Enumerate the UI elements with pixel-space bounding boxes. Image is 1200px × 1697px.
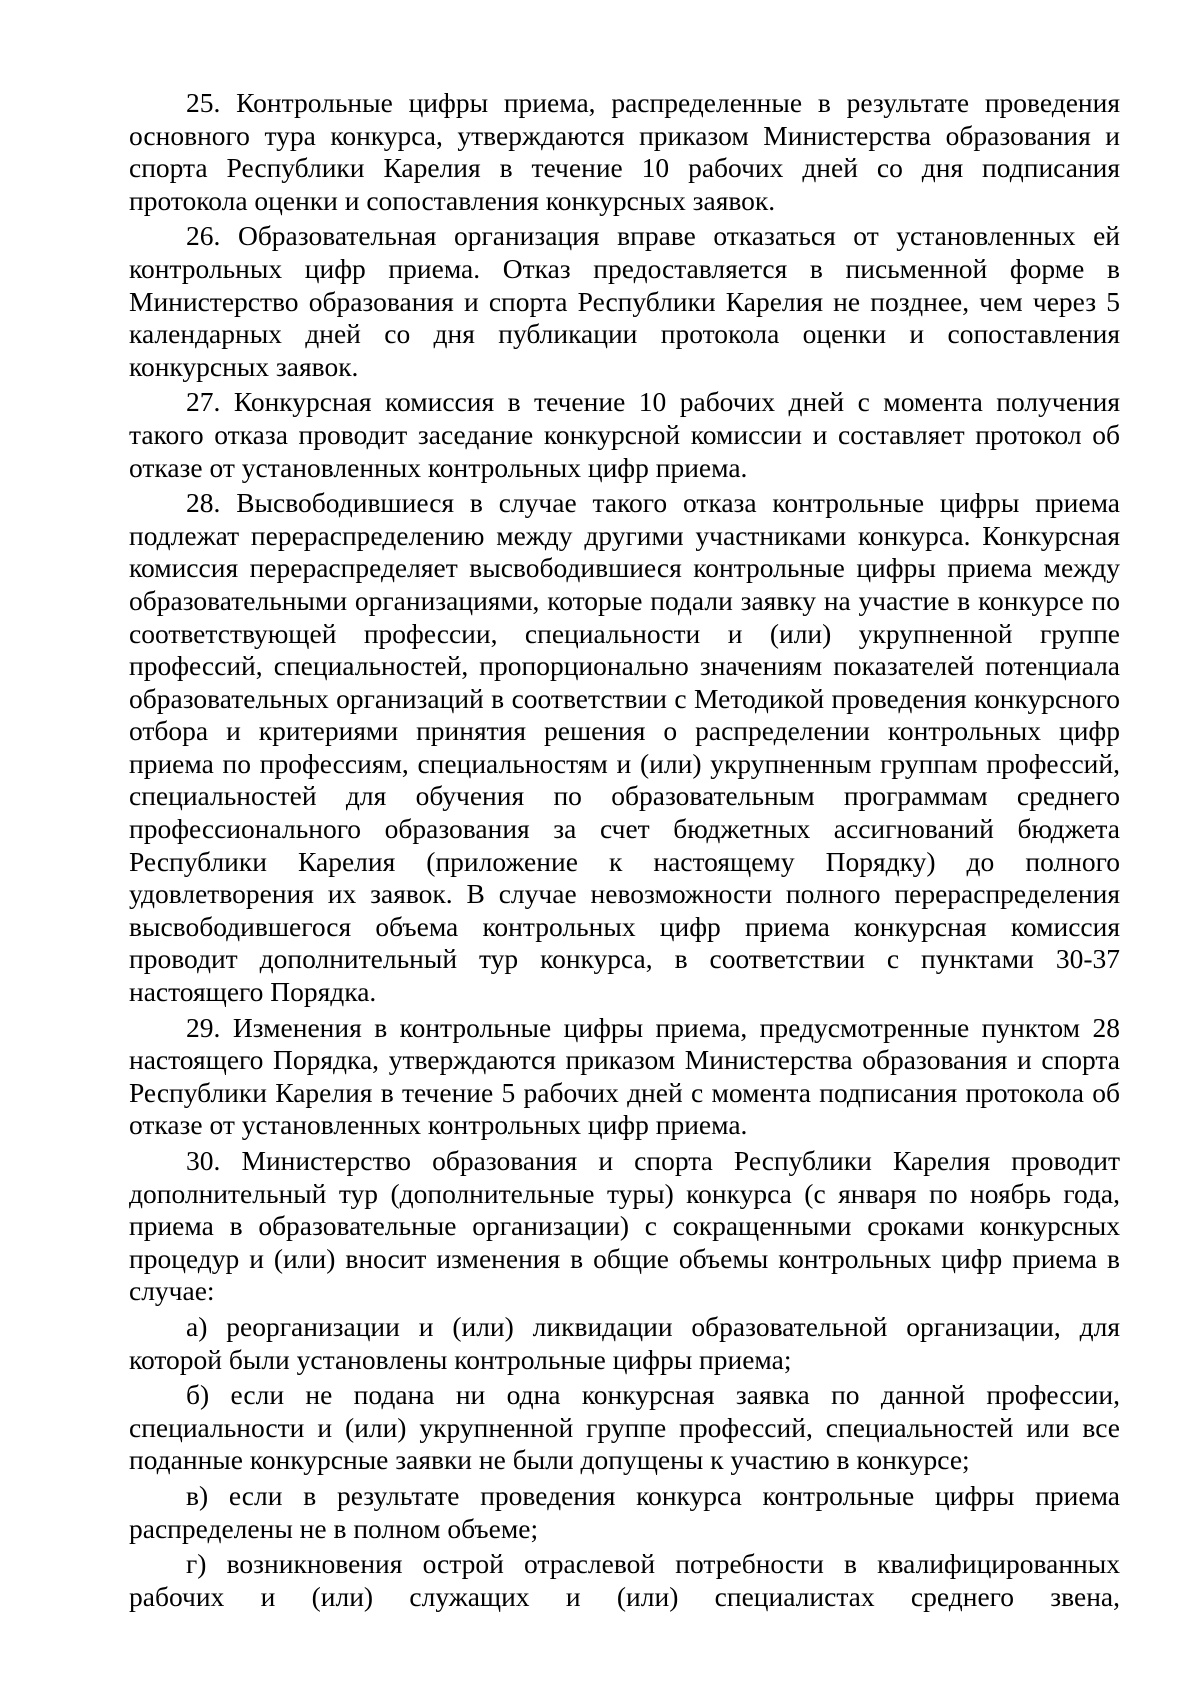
paragraph-30-item-v: в) если в результате проведения конкурса контрольные цифры приема распределены не в полном объеме; [129,1479,1120,1544]
paragraph-30: 30. Министерство образования и спорта Республики Карелия проводит дополнительный тур (дополнительные туры) конкурса (с января по ноябрь года, приема в образовательные организации) с сокращенными сроками конкурсных процедур и (или) вносит изменения в общие объемы контрольных цифр приема в случае: [129,1145,1120,1307]
paragraph-30-item-g: г) возникновения острой отраслевой потребности в квалифицированных рабочих и (или) служащих и (или) специалистах среднего звена, [129,1548,1120,1612]
paragraph-29: 29. Изменения в контрольные цифры приема, предусмотренные пунктом 28 настоящего Порядка, утверждаются приказом Министерства образования и спорта Республики Карелия в течение 5 рабочих дней с момента подписания протокола об отказе от установленных контрольных цифр приема. [129,1011,1120,1141]
paragraph-26: 26. Образовательная организация вправе отказаться от установленных ей контрольных цифр приема. Отказ предоставляется в письменной форме в Министерство образования и спорта Республики Карелия не позднее, чем через 5 календарных дней со дня публикации протокола оценки и сопоставления конкурсных заявок. [129,220,1120,382]
paragraph-28: 28. Высвободившиеся в случае такого отказа контрольные цифры приема подлежат перераспределению между другими участниками конкурса. Конкурсная комиссия перераспределяет высвободившиеся контрольные цифры приема между образовательными организациями, которые подали заявку на участие в конкурсе по соответствующей профессии, специальности и (или) укрупненной группе профессий, специальностей, пропорционально значениям показателей потенциала образовательных организаций в соответствии с Методикой проведения конкурсного отбора и критериями принятия решения о распределении контрольных цифр приема по профессиям, специальностям и (или) укрупненным группам профессий, специальностей для обучения по образовательным программам среднего профессионального образования за счет бюджетных ассигнований бюджета Республики Карелия (приложение к настоящему Порядку) до полного удовлетворения их заявок. В случае невозможности полного перераспределения высвободившегося объема контрольных цифр приема конкурсная комиссия проводит дополнительный тур конкурса, в соответствии с пунктами 30-37 настоящего Порядка. [129,487,1120,1008]
document-body [129,87,1120,1613]
paragraph-30-item-b: б) если не подана ни одна конкурсная заявка по данной профессии, специальности и (или) укрупненной группе профессий, специальностей или все поданные конкурсные заявки не были допущены к участию в конкурсе; [129,1379,1120,1476]
paragraph-30-item-a: а) реорганизации и (или) ликвидации образовательной организации, для которой были установлены контрольные цифры приема; [129,1310,1120,1375]
paragraph-27: 27. Конкурсная комиссия в течение 10 рабочих дней с момента получения такого отказа проводит заседание конкурсной комиссии и составляет протокол об отказе от установленных контрольных цифр приема. [129,386,1120,483]
paragraph-25: 25. Контрольные цифры приема, распределенные в результате проведения основного тура конкурса, утверждаются приказом Министерства образования и спорта Республики Карелия в течение 10 рабочих дней со дня подписания протокола оценки и сопоставления конкурсных заявок. [129,87,1120,216]
